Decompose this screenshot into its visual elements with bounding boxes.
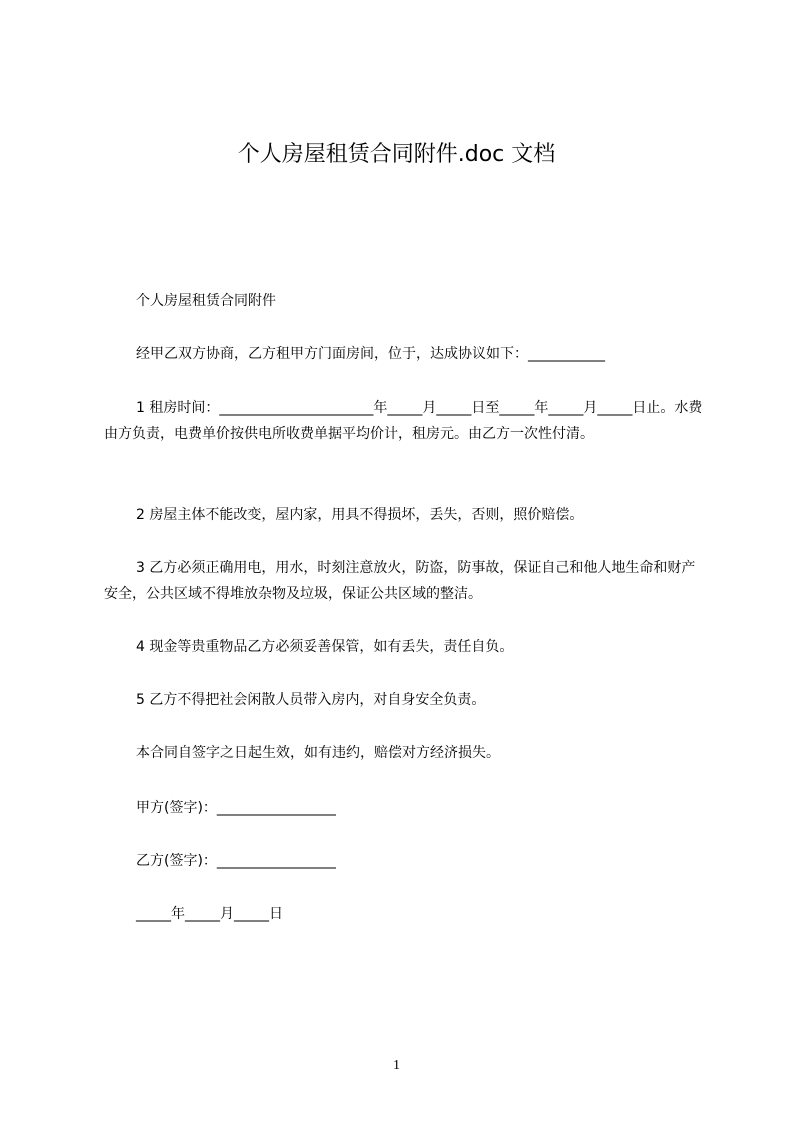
effect-clause: 本合同自签字之日起生效，如有违约，赔偿对方经济损失。 — [136, 745, 500, 761]
clause-4: 4 现金等贵重物品乙方必须妥善保管，如有丢失，责任自负。 — [136, 639, 514, 655]
contract-intro: 经甲乙双方协商，乙方租甲方门面房间，位于，达成协议如下：___________ — [136, 346, 605, 362]
document-title: 个人房屋租赁合同附件.doc 文档 — [237, 142, 556, 167]
party-b-signature: 乙方(签字)：_________________ — [136, 853, 336, 869]
page-number: 1 — [393, 1058, 400, 1073]
clause-5: 5 乙方不得把社会闲散人员带入房内，对自身安全负责。 — [136, 692, 486, 708]
signing-date: _____年_____月_____日 — [136, 906, 283, 922]
contract-heading: 个人房屋租赁合同附件 — [136, 293, 276, 309]
clause-3: 3 乙方必须正确用电，用水，时刻注意放火，防盗，防事故，保证自己和他人地生命和财产安全，公共区域不得堆放杂物及垃圾，保证公共区域的整洁。 — [104, 560, 696, 602]
party-a-signature: 甲方(签字)：_________________ — [136, 800, 336, 816]
clause-1: 1 租房时间：______________________年_____月_____日至_____年_____月_____日止。水费由方负责，电费单价按供电所收费单据平均价计，租房元。由乙方一次性付清。 — [104, 400, 703, 442]
clause-2: 2 房屋主体不能改变，屋内家，用具不得损坏，丢失，否则，照价赔偿。 — [136, 507, 584, 523]
